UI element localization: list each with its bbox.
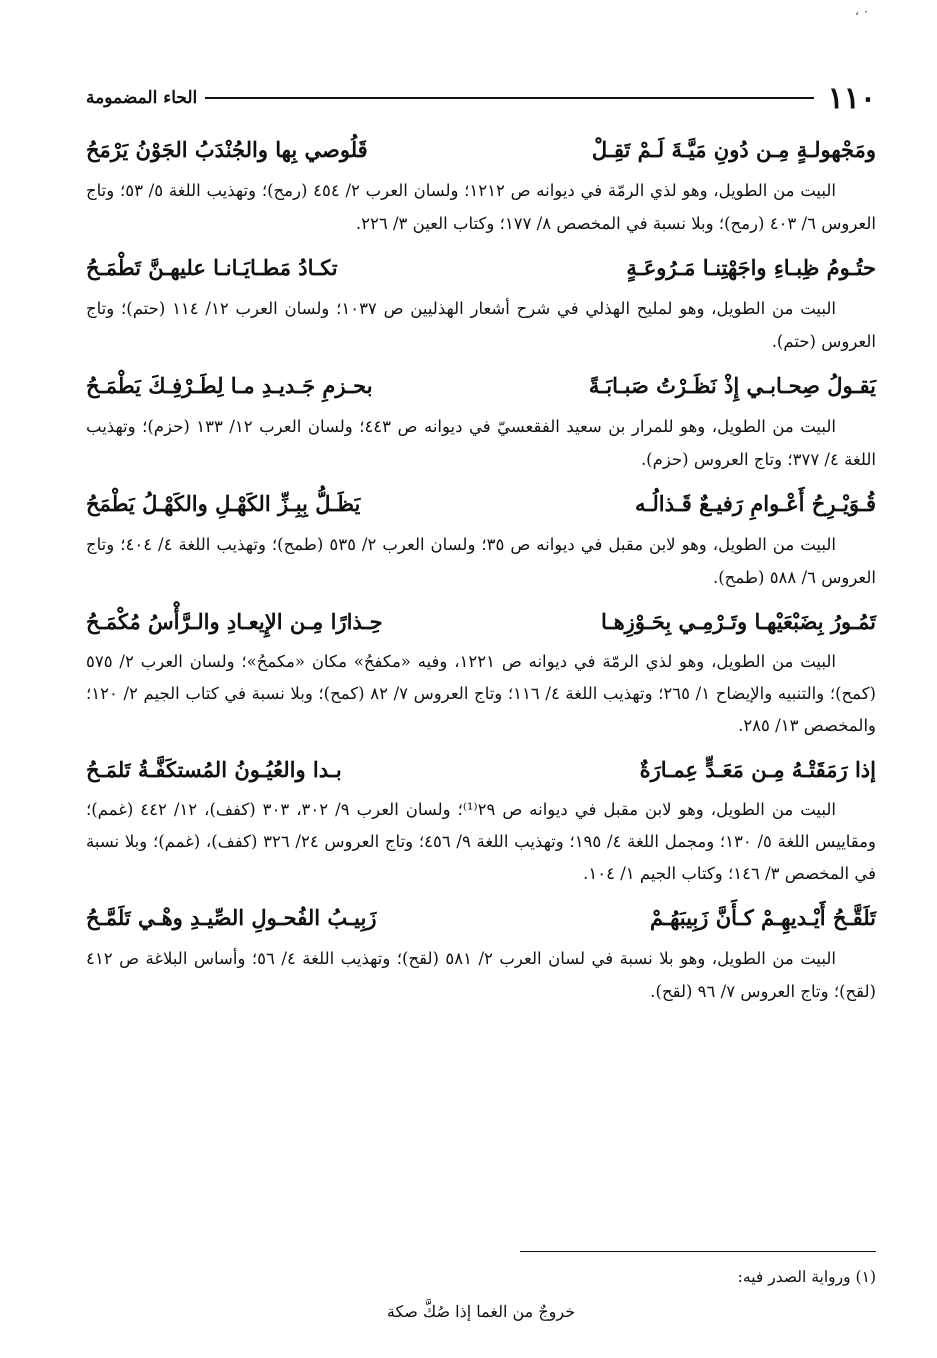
verse-second-hemistich: زَبِيـبُ الفُحـولِ الصِّيـدِ وهْـي تَلَمَّـحُ	[86, 905, 377, 930]
verse-commentary: البيت من الطويل، وهو بلا نسبة في لسان العرب ٢/ ٥٨١ (لقح)؛ وتهذيب اللغة ٤/ ٥٦؛ وأساس البلاغة ص ٤١٢ (لقح)؛ وتاج العروس ٧/ ٩٦ (لقح).	[86, 949, 876, 1001]
verse-commentary: البيت من الطويل، وهو لذي الرمّة في ديوانه ص ١٢٢١، وفيه «مكفحُ» مكان «مكمحُ»؛ ولسان العرب ٢/ ٥٧٥ (كمح)؛ والتنبيه والإيضاح ١/ ٢٦٥؛ وتهذيب اللغة ٤/ ١١٦؛ وتاج العروس ٧/ ٨٢ (كمح)؛ وبلا نسبة في كتاب الجيم ٢/ ١٢٠؛ والمخصص ١٣/ ٢٨٥.	[86, 652, 876, 735]
verse-first-hemistich: إذا رَمَقَتْـهُ مِـن مَعَـدٍّ عِمـارَةٌ	[639, 757, 876, 782]
verse-line	[86, 126, 876, 174]
footnote-rule	[520, 1251, 876, 1252]
verse-entry	[86, 126, 876, 240]
verse-entry	[86, 362, 876, 476]
corner-mark: ٠ ،	[855, 4, 870, 18]
verse-commentary: البيت من الطويل، وهو لذي الرمّة في ديوانه ص ١٢١٢؛ ولسان العرب ٢/ ٤٥٤ (رمح)؛ وتهذيب اللغة ٥/ ٥٣؛ وتاج العروس ٦/ ٤٠٣ (رمح)؛ وبلا نسبة في المخصص ٨/ ١٧٧؛ وكتاب العين ٣/ ٢٢٦.	[86, 181, 876, 233]
verse-entry	[86, 894, 876, 1008]
verse-second-hemistich: يَظَـلُّ بِبِـزِّ الكَهْـلِ والكَهْـلُ يَطْمَحُ	[86, 491, 361, 516]
verse-first-hemistich: قُـوَيْـرِحُ أَعْـوامِ رَفيـعٌ قَـذالُـه	[634, 491, 876, 516]
verse-entry	[86, 244, 876, 358]
page-number: ١١٠	[827, 80, 876, 116]
verse-second-hemistich: قَلُوصي بِها والجُنْدَبُ الجَوْنُ يَرْمَحُ	[86, 137, 368, 162]
verse-first-hemistich: حتُـومُ ظِبـاءِ واجَهْتِنـا مَـرُوعَـةٍ	[626, 255, 876, 280]
verse-second-hemistich: تكـادُ مَطـايَـانـا عليهـنَّ تَطْمَـحُ	[86, 255, 338, 280]
verse-entry	[86, 746, 876, 890]
verse-second-hemistich: بحـزمِ جَـديـدِ مـا لِطَـرْفِـكَ يَطْمَـحُ	[86, 373, 373, 398]
verse-commentary: البيت من الطويل، وهو لابن مقبل في ديوانه ص ٢٩⁽¹⁾؛ ولسان العرب ٩/ ٣٠٢، ٣٠٣ (كفف)، ١٢/ ٤٤٢ (غمم)؛ ومقاييس اللغة ٥/ ١٣٠؛ ومجمل اللغة ٤/ ١٩٥؛ وتهذيب اللغة ٩/ ٤٥٦؛ وتاج العروس ٢٤/ ٣٢٦ (كفف)، (غمم)؛ وبلا نسبة في المخصص ٣/ ١٤٦؛ وكتاب الجيم ١/ ١٠٤.	[86, 800, 876, 883]
verse-entry	[86, 598, 876, 742]
section-title: الحاء المضمومة	[86, 88, 198, 108]
verse-line	[86, 244, 876, 292]
verse-line	[86, 480, 876, 528]
verse-first-hemistich: ومَجْهولـةٍ مِـن دُونِ مَيَّـةَ لَـمْ تَقِـلْ	[591, 137, 876, 162]
verse-first-hemistich: تَلَقَّـحُ أَيْـديهِـمْ كـأَنَّ زَبِيبَهُـمْ	[649, 905, 876, 930]
running-header	[86, 78, 876, 118]
verse-second-hemistich: بـدا والعُيُـونُ المُستكَفَّـةُ تَلمَـحُ	[86, 757, 342, 782]
footnote-note: (١) ورواية الصدر فيه:	[737, 1268, 876, 1286]
verse-commentary: البيت من الطويل، وهو لمليح الهذلي في شرح أشعار الهذليين ص ١٠٣٧؛ ولسان العرب ١٢/ ١١٤ (حتم)؛ وتاج العروس (حتم).	[86, 299, 876, 351]
verse-line	[86, 598, 876, 646]
verse-commentary: البيت من الطويل، وهو لابن مقبل في ديوانه ص ٣٥؛ ولسان العرب ٢/ ٥٣٥ (طمح)؛ وتهذيب اللغة ٤/ ٤٠٤؛ وتاج العروس ٦/ ٥٨٨ (طمح).	[86, 535, 876, 587]
header-rule	[205, 97, 813, 99]
verse-entry	[86, 480, 876, 594]
verse-line	[86, 362, 876, 410]
verse-first-hemistich: يَقـولُ صِحـابـي إِذْ نَظَـرْتُ صَبـابَـةً	[588, 373, 876, 398]
verse-second-hemistich: حِـذارًا مِـن الإِيعـادِ والـرَّأْسُ مُكْمَـحُ	[86, 609, 383, 634]
verse-line	[86, 746, 876, 794]
footnote	[86, 1262, 876, 1332]
verse-line	[86, 894, 876, 942]
footnote-verse: خروجٌ من الغما إذا صُكَّ صكة	[386, 1302, 576, 1321]
page-body	[86, 78, 876, 1012]
verse-first-hemistich: تَمُـورُ بِضَبْعَيْهـا وتَـرْمِـي بِحَـوْزِهـا	[601, 609, 876, 634]
verse-commentary: البيت من الطويل، وهو للمرار بن سعيد الفقعسيّ في ديوانه ص ٤٤٣؛ ولسان العرب ١٢/ ١٣٣ (حزم)؛ وتهذيب اللغة ٤/ ٣٧٧؛ وتاج العروس (حزم).	[86, 417, 876, 469]
